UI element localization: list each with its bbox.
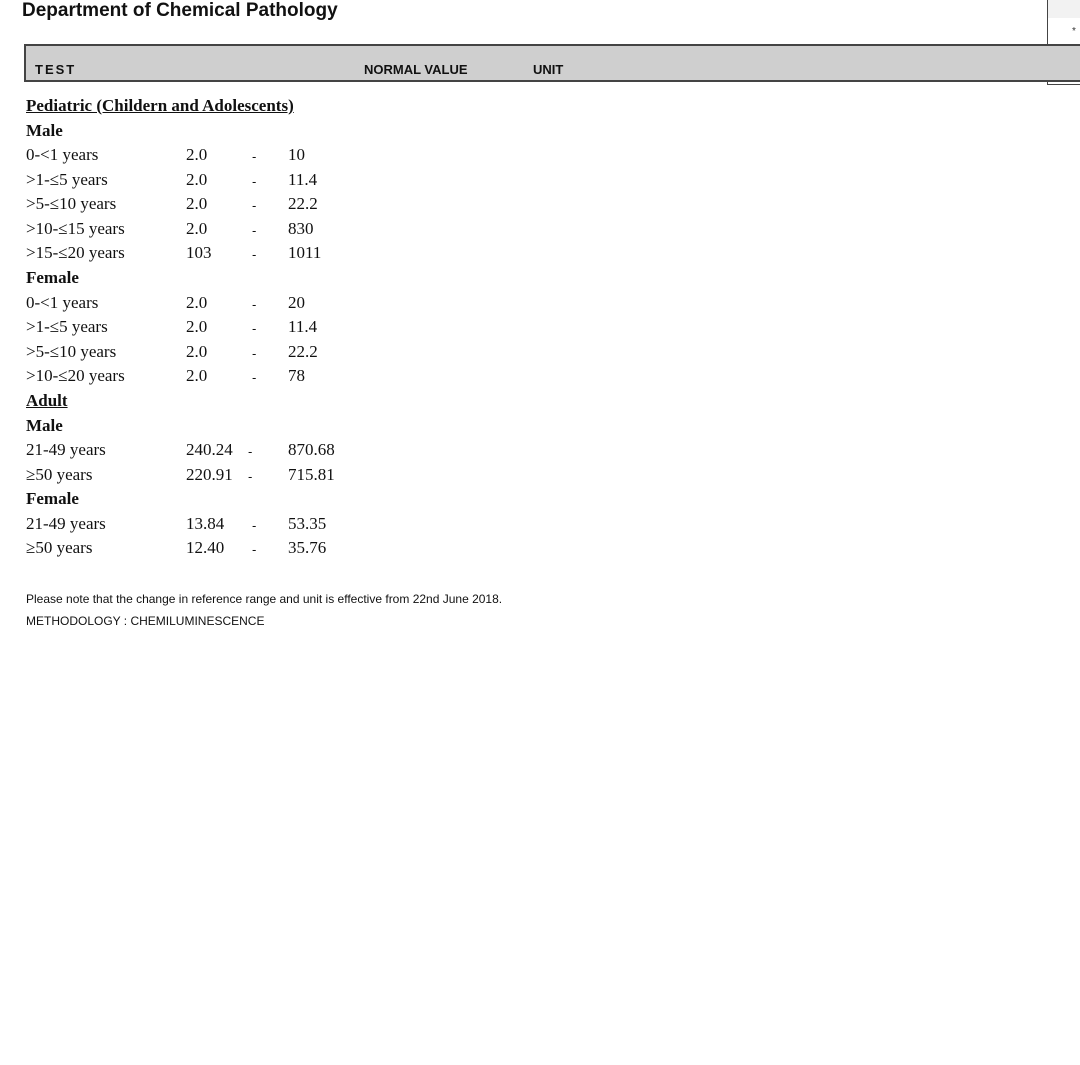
range-high: 830 [288, 219, 314, 238]
column-header-unit: UNIT [533, 62, 564, 77]
age-range: 0-<1 years [26, 293, 99, 312]
range-dash: - [252, 321, 257, 336]
range-low: 2.0 [186, 219, 208, 238]
table-row [26, 170, 426, 194]
range-dash: - [248, 469, 253, 484]
range-high: 11.4 [288, 170, 318, 189]
range-high: 11.4 [288, 317, 318, 336]
age-range: 21-49 years [26, 440, 106, 459]
table-row [26, 293, 426, 317]
group-label-adult-female: Female [26, 489, 79, 508]
table-row [26, 145, 426, 169]
range-dash: - [252, 174, 257, 189]
range-dash: - [252, 223, 257, 238]
range-low: 2.0 [186, 145, 208, 164]
range-high: 1011 [288, 243, 322, 262]
section-title-pediatric: Pediatric (Childern and Adolescents) [26, 96, 294, 115]
range-high: 20 [288, 293, 305, 312]
table-row [26, 243, 426, 267]
age-range: >15-≤20 years [26, 243, 125, 262]
range-dash: - [252, 149, 257, 164]
group-label-pediatric-female: Female [26, 268, 79, 287]
age-range: ≥50 years [26, 465, 93, 484]
age-range: 0-<1 years [26, 145, 99, 164]
range-dash: - [248, 444, 253, 459]
age-range: >10-≤20 years [26, 366, 125, 385]
range-low: 2.0 [186, 293, 208, 312]
department-title: Department of Chemical Pathology [22, 0, 338, 21]
corner-box-shade [1048, 0, 1080, 18]
range-dash: - [252, 198, 257, 213]
range-high: 10 [288, 145, 305, 164]
methodology-note: METHODOLOGY : CHEMILUMINESCENCE [26, 614, 265, 628]
range-dash: - [252, 542, 257, 557]
table-row [26, 219, 426, 243]
table-row [26, 440, 426, 464]
range-low: 2.0 [186, 170, 208, 189]
column-header-bar [24, 44, 1080, 82]
table-row [26, 465, 426, 489]
range-low: 103 [186, 243, 212, 262]
range-low: 240.24 [186, 440, 233, 459]
range-high: 53.35 [288, 514, 327, 533]
range-dash: - [252, 346, 257, 361]
range-dash: - [252, 297, 257, 312]
effective-date-note: Please note that the change in reference range and unit is effective from 22nd June 2018. [26, 592, 503, 606]
range-high: 35.76 [288, 538, 327, 557]
column-header-test: TEST [35, 62, 77, 77]
range-low: 13.84 [186, 514, 225, 533]
age-range: ≥50 years [26, 538, 93, 557]
table-row [26, 317, 426, 341]
range-low: 2.0 [186, 317, 208, 336]
range-high: 22.2 [288, 342, 318, 361]
range-low: 2.0 [186, 366, 208, 385]
age-range: >5-≤10 years [26, 342, 117, 361]
range-dash: - [252, 370, 257, 385]
range-high: 78 [288, 366, 305, 385]
table-row [26, 514, 426, 538]
range-high: 22.2 [288, 194, 318, 213]
age-range: >1-≤5 years [26, 317, 108, 336]
table-row [26, 366, 426, 390]
age-range: 21-49 years [26, 514, 106, 533]
table-row [26, 538, 426, 562]
column-header-normal-value: NORMAL VALUE [364, 62, 468, 77]
corner-mark: * [1072, 26, 1076, 37]
range-dash: - [252, 518, 257, 533]
age-range: >5-≤10 years [26, 194, 117, 213]
range-low: 12.40 [186, 538, 225, 557]
section-title-adult: Adult [26, 391, 68, 410]
group-label-pediatric-male: Male [26, 121, 63, 140]
age-range: >1-≤5 years [26, 170, 108, 189]
table-row [26, 342, 426, 366]
range-low: 2.0 [186, 194, 208, 213]
range-low: 220.91 [186, 465, 233, 484]
range-high: 870.68 [288, 440, 335, 459]
group-label-adult-male: Male [26, 416, 63, 435]
range-low: 2.0 [186, 342, 208, 361]
range-dash: - [252, 247, 257, 262]
range-high: 715.81 [288, 465, 335, 484]
table-row [26, 194, 426, 218]
age-range: >10-≤15 years [26, 219, 125, 238]
